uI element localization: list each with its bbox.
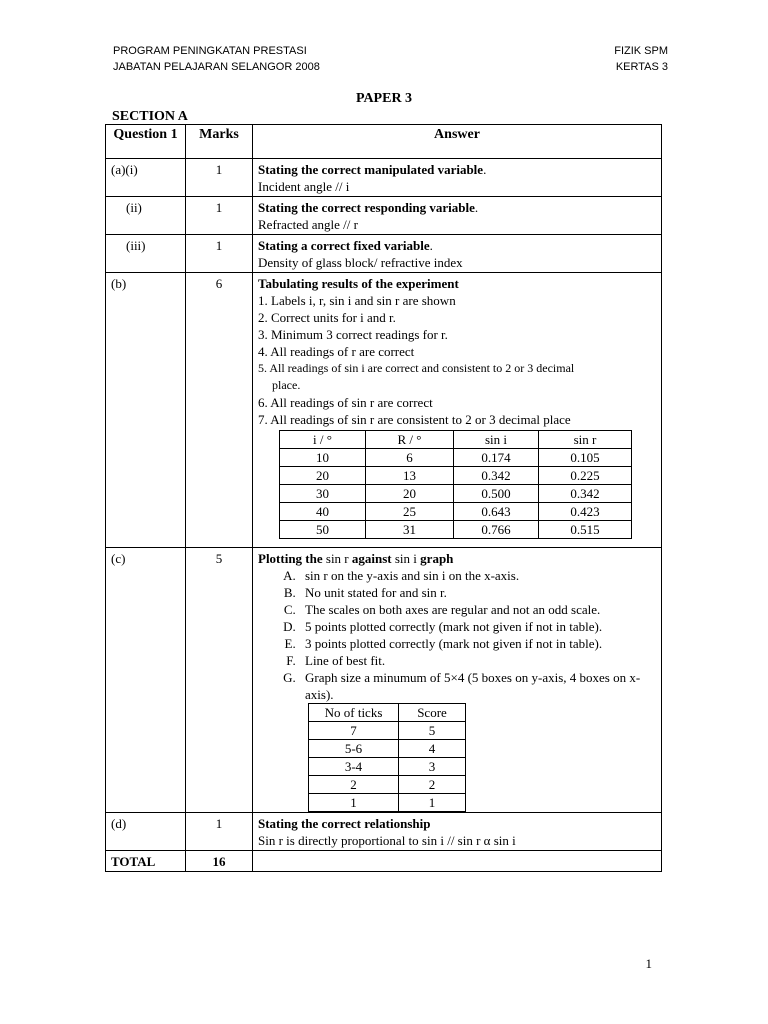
results-header-row [280, 431, 632, 449]
answer-criterion: Stating a correct fixed variable [258, 238, 430, 253]
answer-criterion: Stating the correct relationship [258, 816, 431, 831]
table-row [106, 273, 662, 548]
ticks-cell: 2 [399, 776, 466, 794]
total-row [106, 851, 662, 872]
ticks-header-cell: No of ticks [309, 704, 399, 722]
marks-cell: 5 [186, 548, 253, 813]
ticks-cell: 5 [399, 722, 466, 740]
table-row [106, 197, 662, 235]
criteria-item: G. Graph size a minumum of 5×4 (5 boxes on y-axis, 4 boxes on x-axis). [299, 669, 645, 703]
results-cell: 0.225 [539, 467, 632, 485]
criteria-item: 4. All readings of r are correct [258, 344, 415, 359]
results-cell: 13 [366, 467, 454, 485]
criteria-item: A. sin r on the y-axis and sin i on the x-axis. [299, 567, 656, 584]
marks-cell: 1 [186, 159, 253, 197]
ticks-row [309, 740, 466, 758]
results-row [280, 449, 632, 467]
criteria-item: E. 3 points plotted correctly (mark not given if not in table). [299, 635, 656, 652]
answer-criterion: Stating the correct manipulated variable [258, 162, 484, 177]
table-header-row [106, 125, 662, 159]
ticks-cell: 4 [399, 740, 466, 758]
ticks-header-row [309, 704, 466, 722]
results-row [280, 521, 632, 539]
criteria-item-continued: place. [272, 378, 301, 392]
results-cell: 0.174 [454, 449, 539, 467]
results-cell: 25 [366, 503, 454, 521]
marks-cell: 1 [186, 235, 253, 273]
page-title: PAPER 3 [355, 91, 413, 106]
total-marks: 16 [186, 851, 253, 872]
results-cell: 31 [366, 521, 454, 539]
criteria-list [258, 567, 656, 703]
header-department: JABATAN PELAJARAN SELANGOR 2008 [113, 61, 320, 73]
results-cell: 0.766 [454, 521, 539, 539]
question-cell: (c) [106, 548, 186, 813]
results-row [280, 503, 632, 521]
criteria-item: C. The scales on both axes are regular and not an odd scale. [299, 601, 656, 618]
criteria-item: 1. Labels i, r, sin i and sin r are shown [258, 293, 456, 308]
results-cell: 50 [280, 521, 366, 539]
answer-criterion: Plotting the sin r against sin i graph [258, 551, 454, 566]
question-cell: (iii) [106, 235, 186, 273]
question-cell: (a)(i) [106, 159, 186, 197]
marks-header: Marks [186, 125, 253, 159]
ticks-cell: 2 [309, 776, 399, 794]
table-row [106, 235, 662, 273]
results-cell: 0.500 [454, 485, 539, 503]
ticks-cell: 5-6 [309, 740, 399, 758]
results-cell: 0.342 [454, 467, 539, 485]
answer-cell [253, 273, 662, 548]
answer-cell: Stating the correct responding variable. Refracted angle // r [253, 197, 662, 235]
criteria-item: 3. Minimum 3 correct readings for r. [258, 327, 448, 342]
answer-criterion: Stating the correct responding variable [258, 200, 475, 215]
answer-cell: Stating a correct fixed variable. Density of glass block/ refractive index [253, 235, 662, 273]
header-paper: KERTAS 3 [615, 61, 668, 73]
ticks-cell: 1 [399, 794, 466, 812]
results-cell: 20 [366, 485, 454, 503]
table-row [106, 548, 662, 813]
total-label: TOTAL [106, 851, 186, 872]
results-cell: 0.423 [539, 503, 632, 521]
criteria-item: D. 5 points plotted correctly (mark not given if not in table). [299, 618, 656, 635]
answer-cell [253, 813, 662, 851]
question-cell: (d) [106, 813, 186, 851]
marks-cell: 6 [186, 273, 253, 548]
table-row [106, 813, 662, 851]
results-cell: 20 [280, 467, 366, 485]
results-header-cell: sin i [454, 431, 539, 449]
results-header-cell: i / ° [280, 431, 366, 449]
page-number: 1 [645, 956, 652, 971]
ticks-row [309, 722, 466, 740]
marking-scheme-table [105, 124, 662, 872]
criteria-item: 5. All readings of sin i are correct and consistent to 2 or 3 decimal [258, 361, 575, 375]
answer-header: Answer [253, 125, 662, 159]
question-header: Question 1 [106, 125, 186, 159]
ticks-cell: 7 [309, 722, 399, 740]
answer-cell [253, 548, 662, 813]
results-cell: 0.342 [539, 485, 632, 503]
ticks-row [309, 758, 466, 776]
answer-criterion: Tabulating results of the experiment [258, 276, 459, 291]
results-row [280, 485, 632, 503]
results-cell: 0.105 [539, 449, 632, 467]
header-subject: FIZIK SPM [614, 45, 668, 57]
answer-text: Refracted angle // r [258, 217, 358, 232]
ticks-cell: 3 [399, 758, 466, 776]
answer-text: Incident angle // i [258, 179, 350, 194]
criteria-item: B. No unit stated for and sin r. [299, 584, 656, 601]
section-title: SECTION A [112, 109, 188, 124]
answer-text: Density of glass block/ refractive index [258, 255, 463, 270]
criteria-item: 6. All readings of sin r are correct [258, 395, 433, 410]
results-cell: 30 [280, 485, 366, 503]
answer-text: Sin r is directly proportional to sin i // sin r α sin i [258, 833, 516, 848]
question-cell: (b) [106, 273, 186, 548]
header-program: PROGRAM PENINGKATAN PRESTASI [113, 45, 307, 57]
criteria-item: F. Line of best fit. [299, 652, 656, 669]
criteria-item: 2. Correct units for i and r. [258, 310, 396, 325]
question-cell: (ii) [106, 197, 186, 235]
results-cell: 0.515 [539, 521, 632, 539]
results-cell: 10 [280, 449, 366, 467]
ticks-row [309, 776, 466, 794]
ticks-cell: 1 [309, 794, 399, 812]
ticks-score-table [308, 703, 466, 812]
results-header-cell: sin r [539, 431, 632, 449]
results-cell: 0.643 [454, 503, 539, 521]
ticks-cell: 3-4 [309, 758, 399, 776]
answer-cell: Stating the correct manipulated variable. Incident angle // i [253, 159, 662, 197]
results-header-cell: R / ° [366, 431, 454, 449]
total-answer-cell [253, 851, 662, 872]
ticks-row [309, 794, 466, 812]
ticks-header-cell: Score [399, 704, 466, 722]
table-row [106, 159, 662, 197]
marks-cell: 1 [186, 197, 253, 235]
results-cell: 40 [280, 503, 366, 521]
marks-cell: 1 [186, 813, 253, 851]
results-table [279, 430, 632, 539]
results-cell: 6 [366, 449, 454, 467]
results-row [280, 467, 632, 485]
criteria-item: 7. All readings of sin r are consistent to 2 or 3 decimal place [258, 412, 571, 427]
